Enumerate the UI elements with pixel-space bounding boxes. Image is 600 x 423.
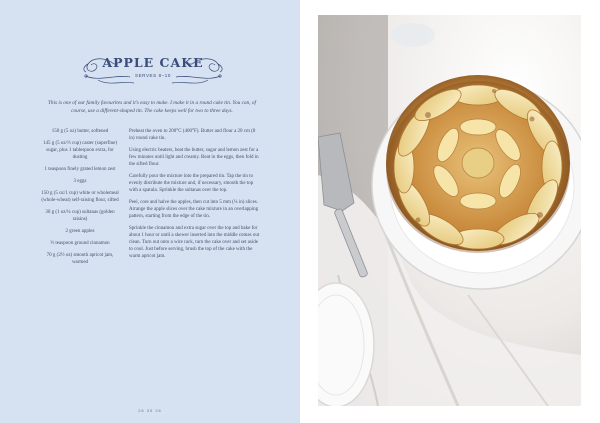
ingredient-item: ½ teaspoon ground cinnamon [50, 241, 110, 246]
ingredient-item: 145 g (5 oz/⅔ cup) caster (superfine) sugar, plus 1 tablespoon extra, for dusting [43, 141, 117, 160]
apple-cake-photo [318, 15, 581, 406]
method-step: Peel, core and halve the apples, then cut into 5 mm (¼ in) slices. Arrange the apple slices over the cake mixture in an overlapping pattern, starting from the edge of the tin. [129, 200, 259, 219]
ingredient-item: 1 teaspoon finely grated lemon zest [44, 167, 116, 172]
title-block [78, 52, 228, 92]
recipe-title: APPLE CAKE [102, 55, 204, 70]
ingredient-item: 70 g (2½ oz) smooth apricot jam, warmed [46, 253, 114, 265]
method-step: Carefully pour the mixture into the prepared tin. Tap the tin to evenly distribute the mixture and, if necessary, smooth the top with a spatula. Sprinkle the sultanas over the top. [129, 174, 254, 193]
method-step: Preheat the oven to 200°C (400°F). Butter and flour a 20 cm (8 in) round cake tin. [129, 129, 256, 141]
ingredient-item: 30 g (1 oz/¼ cup) sultanas (golden raisins) [45, 210, 115, 222]
ingredient-item: 150 g (5 oz) butter, softened [51, 129, 109, 134]
ingredient-item: 150 g (5 oz/1 cup) white or wholemeal (whole-wheat) self-raising flour, sifted [41, 191, 119, 203]
recipe-intro: This is one of our family favourites and it's easy to make. I make it in a round cake tin. You can, of course, use a different-shaped tin. The cake keeps well for two to three days. [47, 100, 257, 115]
page-numbers: 26 30 26 [138, 408, 162, 413]
serves-label: SERVES 8–10 [134, 73, 172, 78]
ingredients-list [40, 128, 120, 271]
method-steps [129, 128, 261, 265]
method-step: Sprinkle the cinnamon and extra sugar over the top and bake for about 1 hour or until a skewer inserted into the middle comes out clean. Turn out onto a wire rack, turn the cake over and set aside to cool. Just before serving, brush the top of the cake with the warm apricot jam. [129, 226, 260, 259]
ingredient-item: 2 green apples [65, 229, 95, 234]
right-page [318, 15, 581, 406]
ingredient-item: 3 eggs [73, 179, 87, 184]
method-step: Using electric beaters, beat the butter, sugar and lemon zest for a few minutes until light and creamy. Beat in the eggs, then fold in the sifted flour. [129, 148, 259, 167]
